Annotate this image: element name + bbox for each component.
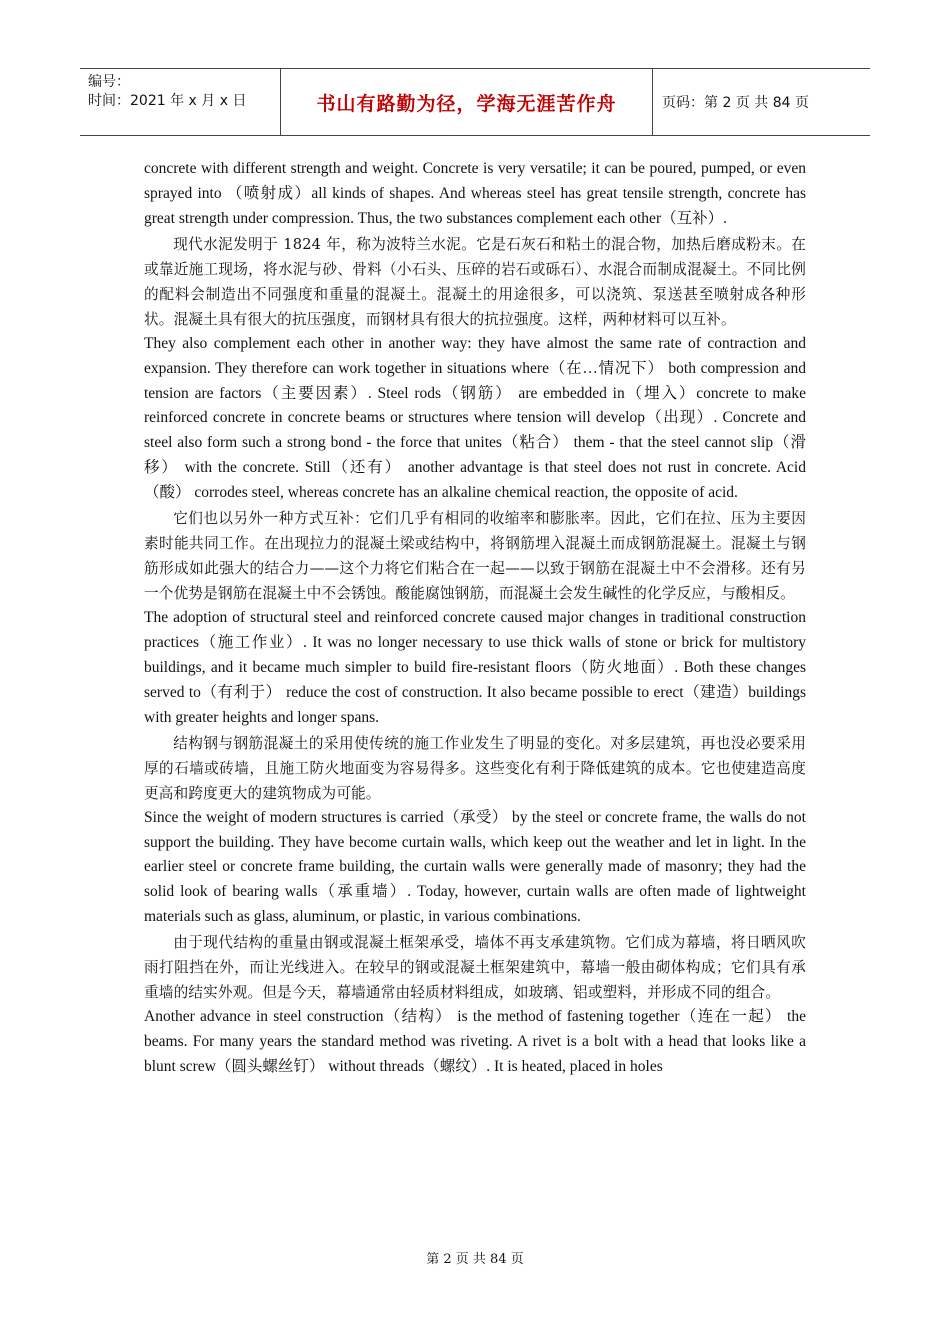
paragraph-cn: 现代水泥发明于 1824 年，称为波特兰水泥。它是石灰石和粘土的混合物，加热后磨成粉末。在或靠近施工现场，将水泥与砂、骨料（小石头、压碎的岩石或砾石）、水混合而制成混凝土。不同比例的配料会制造出不同强度和重量的混凝土。混凝土的用途很多，可以浇筑、泵送甚至喷射成各种形状。混凝土具有很大的抗压强度，而钢材具有很大的抗拉强度。这样，两种材料可以互补。 <box>144 235 806 328</box>
paragraph-en: The adoption of structural steel and reinforced concrete caused major changes in traditional construction practices（施工作业）. It was no longer necessary to use thick walls of stone or brick for multistory buildings, and it became much simpler to build fire-resistant floors（防火地面）. Both these changes served to（有利于） reduce the cost of construction. It also became possible to erect（建造）buildings with greater heights and longer spans. <box>144 609 806 726</box>
paragraph-en: Since the weight of modern structures is carried（承受） by the steel or concrete frame, the walls do not support the building. They have become curtain walls, which keep out the weather and let in light. In the earlier steel or concrete frame building, the curtain walls were generally made of masonry; they had the solid look of bearing walls（承重墙）. Today, however, curtain walls are often made of lightweight materials such as glass, aluminum, or plastic, in various combinations. <box>144 808 806 926</box>
paragraph-cn: 结构钢与钢筋混凝土的采用使传统的施工作业发生了明显的变化。对多层建筑，再也没必要采用厚的石墙或砖墙，且施工防火地面变为容易得多。这些变化有利于降低建筑的成本。它也使建造高度更高和跨度更大的建筑物成为可能。 <box>144 734 806 802</box>
time-label: 时间：2021 年 x 月 x 日 <box>88 93 247 109</box>
paragraph-en: They also complement each other in another way: they have almost the same rate of contraction and expansion. They therefore can work together in situations where（在…情况下） both compression and tension are factors（主要因素）. Steel rods（钢筋） are embedded in（埋入）concrete to make reinforced concrete in concrete beams or structures where tension will develop（出现）. Concrete and steel also form such a strong bond - the force that unites（粘合） them - that the steel cannot slip（滑移） with the concrete. Still（还有） another advantage is that steel does not rust in concrete. Acid（酸） corrodes steel, whereas concrete has an alkaline chemical reaction, the opposite of acid. <box>144 334 806 502</box>
paragraph-en: concrete with different strength and weight. Concrete is very versatile; it can be poured, pumped, or even sprayed into （喷射成）all kinds of shapes. And whereas steel has great tensile strength, concrete has great strength under compression. Thus, the two substances complement each other（互补）. <box>144 160 806 227</box>
page-footer: 第 2 页 共 84 页 <box>426 1252 524 1267</box>
paragraph-en: Another advance in steel construction（结构） is the method of fastening together（连在一起） the beams. For many years the standard method was riveting. A rivet is a bolt with a head that looks like a blunt screw（圆头螺丝钉） without threads（螺纹）. It is heated, placed in holes <box>144 1008 806 1075</box>
page-header <box>80 68 870 136</box>
header-meta <box>80 69 280 135</box>
header-page-info: 页码：第 2 页 共 84 页 <box>662 95 809 111</box>
paragraph-cn: 由于现代结构的重量由钢或混凝土框架承受，墙体不再支承建筑物。它们成为幕墙，将日晒风吹雨打阻挡在外，而让光线进入。在较早的钢或混凝土框架建筑中，幕墙一般由砌体构成；它们具有承重墙的结实外观。但是今天，幕墙通常由轻质材料组成，如玻璃、铝或塑料，并形成不同的组合。 <box>144 934 806 1002</box>
document-body <box>144 157 806 1080</box>
number-label: 编号： <box>88 74 130 90</box>
header-motto: 书山有路勤为径，学海无涯苦作舟 <box>280 69 653 135</box>
paragraph-cn: 它们也以另外一种方式互补：它们几乎有相同的收缩率和膨胀率。因此，它们在拉、压为主要因素时能共同工作。在出现拉力的混凝土梁或结构中，将钢筋埋入混凝土而成钢筋混凝土。混凝土与钢筋形成如此强大的结合力——这个力将它们粘合在一起——以致于钢筋在混凝土中不会滑移。还有另一个优势是钢筋在混凝土中不会锈蚀。酸能腐蚀钢筋，而混凝土会发生碱性的化学反应，与酸相反。 <box>144 510 806 603</box>
